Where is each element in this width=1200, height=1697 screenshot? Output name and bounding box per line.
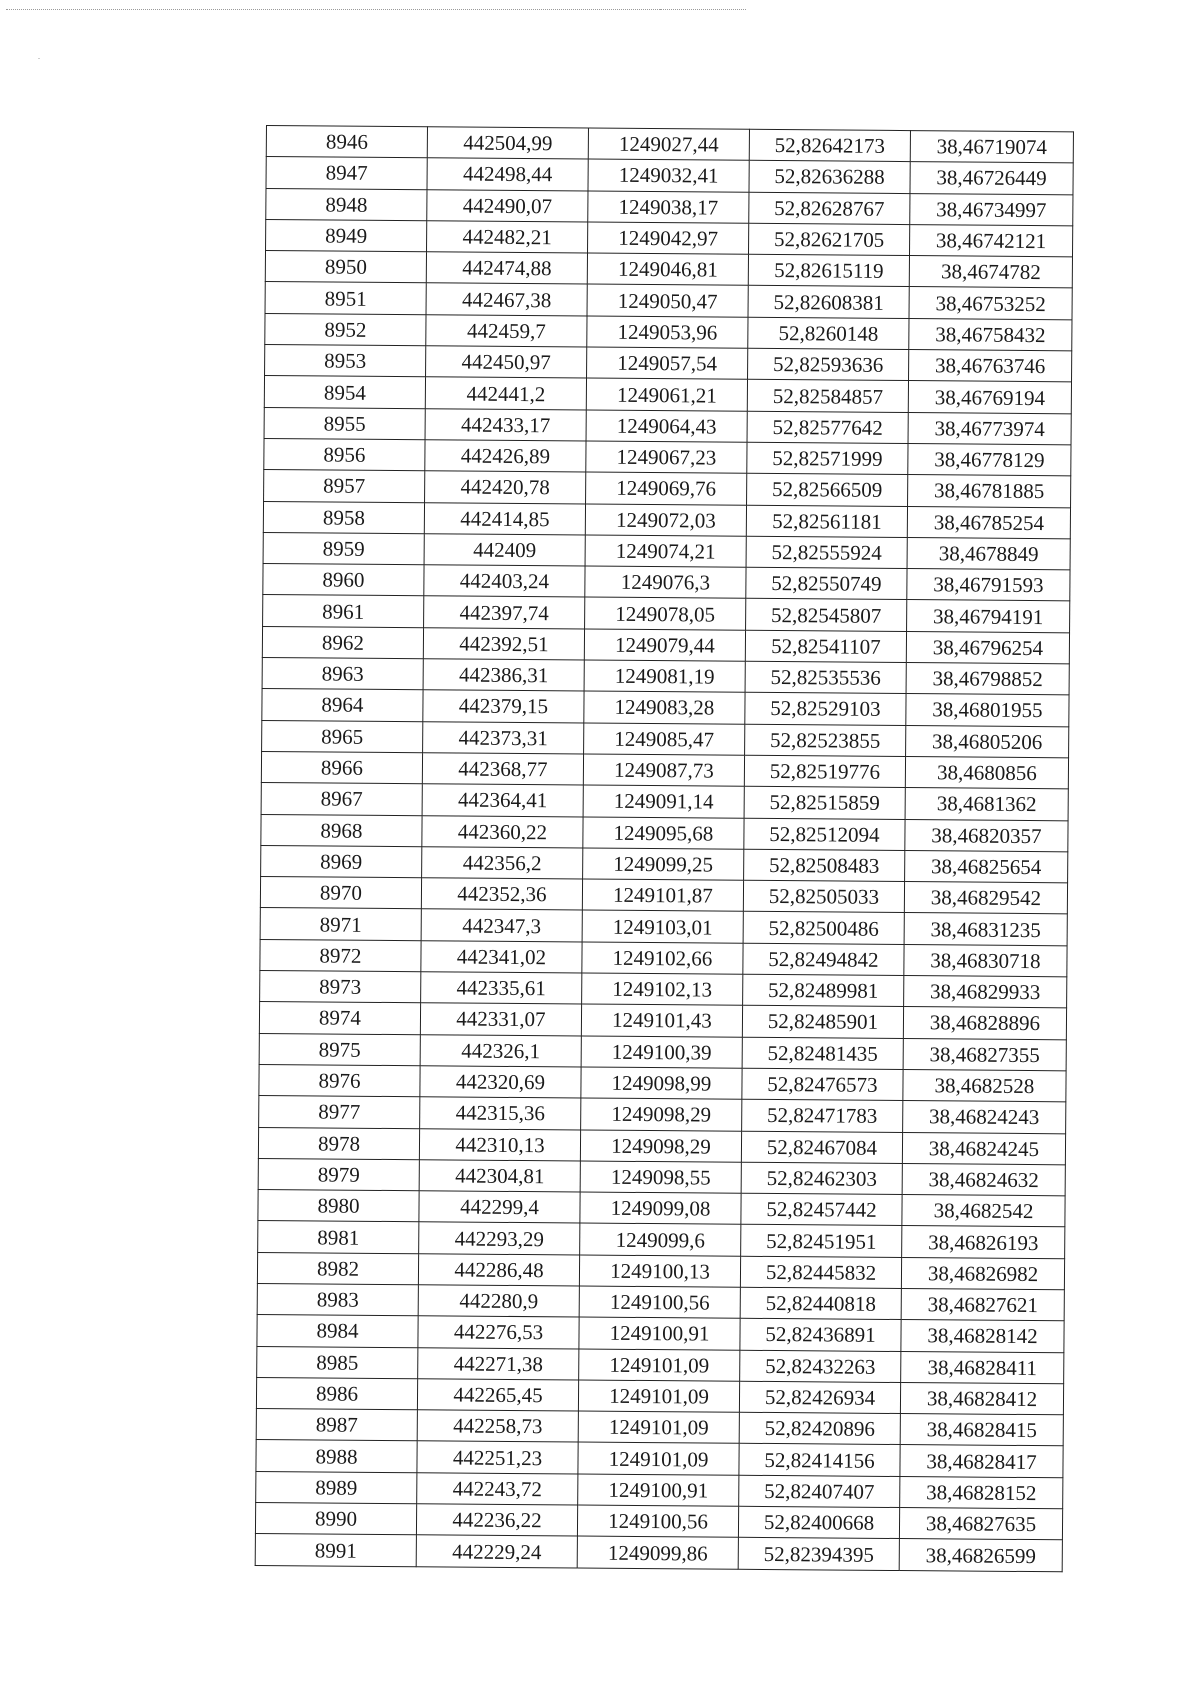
y-coordinate-cell: 1249038,17 — [588, 191, 749, 224]
latitude-cell: 52,82485901 — [742, 1006, 903, 1039]
latitude-cell: 52,82571999 — [747, 442, 908, 475]
longitude-cell: 38,46830718 — [904, 944, 1067, 977]
y-coordinate-cell: 1249099,25 — [583, 848, 744, 881]
longitude-cell: 38,46826599 — [899, 1539, 1062, 1572]
longitude-cell: 38,46805206 — [906, 725, 1069, 758]
y-coordinate-cell: 1249102,66 — [582, 942, 743, 975]
y-coordinate-cell: 1249098,99 — [581, 1067, 742, 1100]
x-coordinate-cell: 442368,77 — [422, 753, 583, 786]
x-coordinate-cell: 442364,41 — [422, 784, 583, 817]
point-number-cell: 8965 — [262, 720, 423, 753]
point-number-cell: 8972 — [260, 939, 421, 972]
longitude-cell: 38,46801955 — [906, 694, 1069, 727]
x-coordinate-cell: 442352,36 — [421, 878, 582, 911]
x-coordinate-cell: 442251,23 — [417, 1441, 578, 1474]
y-coordinate-cell: 1249042,97 — [588, 222, 749, 255]
y-coordinate-cell: 1249101,09 — [579, 1349, 740, 1382]
latitude-cell: 52,82512094 — [744, 818, 905, 851]
x-coordinate-cell: 442414,85 — [424, 502, 585, 535]
latitude-cell: 52,82566509 — [747, 474, 908, 507]
longitude-cell: 38,46742121 — [909, 224, 1072, 257]
latitude-cell: 52,82426934 — [739, 1381, 900, 1414]
latitude-cell: 52,82457442 — [741, 1193, 902, 1226]
y-coordinate-cell: 1249067,23 — [586, 441, 747, 474]
longitude-cell: 38,46828412 — [900, 1382, 1063, 1415]
point-number-cell: 8983 — [257, 1283, 418, 1316]
longitude-cell: 38,46828142 — [901, 1320, 1064, 1353]
longitude-cell: 38,46827355 — [903, 1038, 1066, 1071]
y-coordinate-cell: 1249057,54 — [587, 347, 748, 380]
latitude-cell: 52,82400668 — [738, 1506, 899, 1539]
x-coordinate-cell: 442315,36 — [420, 1097, 581, 1130]
longitude-cell: 38,46753252 — [909, 287, 1072, 320]
x-coordinate-cell: 442482,21 — [427, 221, 588, 254]
x-coordinate-cell: 442504,99 — [427, 127, 588, 160]
x-coordinate-cell: 442450,97 — [426, 346, 587, 379]
latitude-cell: 52,82636288 — [749, 161, 910, 194]
y-coordinate-cell: 1249069,76 — [586, 472, 747, 505]
x-coordinate-cell: 442310,13 — [419, 1128, 580, 1161]
point-number-cell: 8986 — [256, 1377, 417, 1410]
point-number-cell: 8982 — [257, 1252, 418, 1285]
point-number-cell: 8985 — [257, 1346, 418, 1379]
y-coordinate-cell: 1249099,08 — [580, 1192, 741, 1225]
point-number-cell: 8975 — [259, 1033, 420, 1066]
latitude-cell: 52,82515859 — [744, 787, 905, 820]
x-coordinate-cell: 442397,74 — [424, 596, 585, 629]
latitude-cell: 52,82471783 — [742, 1099, 903, 1132]
point-number-cell: 8976 — [259, 1064, 420, 1097]
x-coordinate-cell: 442276,53 — [418, 1316, 579, 1349]
x-coordinate-cell: 442271,38 — [418, 1347, 579, 1380]
point-number-cell: 8984 — [257, 1315, 418, 1348]
x-coordinate-cell: 442420,78 — [425, 471, 586, 504]
point-number-cell: 8964 — [262, 689, 423, 722]
longitude-cell: 38,4674782 — [909, 256, 1072, 289]
x-coordinate-cell: 442243,72 — [417, 1472, 578, 1505]
point-number-cell: 8978 — [258, 1127, 419, 1160]
longitude-cell: 38,4682542 — [902, 1195, 1065, 1228]
point-number-cell: 8952 — [265, 313, 426, 346]
y-coordinate-cell: 1249099,86 — [577, 1536, 738, 1569]
latitude-cell: 52,82467084 — [741, 1131, 902, 1164]
longitude-cell: 38,46719074 — [910, 131, 1073, 164]
longitude-cell: 38,46831235 — [904, 913, 1067, 946]
longitude-cell: 38,46734997 — [910, 193, 1073, 226]
x-coordinate-cell: 442304,81 — [419, 1160, 580, 1193]
latitude-cell: 52,82476573 — [742, 1068, 903, 1101]
longitude-cell: 38,46826982 — [901, 1257, 1064, 1290]
latitude-cell: 52,82545807 — [746, 599, 907, 632]
x-coordinate-cell: 442236,22 — [416, 1504, 577, 1537]
longitude-cell: 38,4678849 — [907, 537, 1070, 570]
x-coordinate-cell: 442280,9 — [418, 1285, 579, 1318]
longitude-cell: 38,46829542 — [904, 882, 1067, 915]
latitude-cell: 52,82519776 — [744, 755, 905, 788]
point-number-cell: 8958 — [263, 501, 424, 534]
point-number-cell: 8991 — [255, 1534, 416, 1567]
x-coordinate-cell: 442498,44 — [427, 158, 588, 191]
latitude-cell: 52,82550749 — [746, 567, 907, 600]
y-coordinate-cell: 1249100,56 — [579, 1286, 740, 1319]
x-coordinate-cell: 442356,2 — [422, 847, 583, 880]
x-coordinate-cell: 442335,61 — [421, 972, 582, 1005]
y-coordinate-cell: 1249083,28 — [584, 691, 745, 724]
point-number-cell: 8948 — [266, 188, 427, 221]
coordinates-table-container — [255, 125, 1073, 1572]
y-coordinate-cell: 1249085,47 — [584, 723, 745, 756]
longitude-cell: 38,46828896 — [903, 1007, 1066, 1040]
point-number-cell: 8951 — [265, 282, 426, 315]
x-coordinate-cell: 442326,1 — [420, 1034, 581, 1067]
point-number-cell: 8956 — [264, 438, 425, 471]
y-coordinate-cell: 1249095,68 — [583, 817, 744, 850]
latitude-cell: 52,82440818 — [740, 1287, 901, 1320]
point-number-cell: 8971 — [260, 908, 421, 941]
y-coordinate-cell: 1249032,41 — [588, 159, 749, 192]
longitude-cell: 38,4681362 — [905, 788, 1068, 821]
longitude-cell: 38,46824245 — [902, 1132, 1065, 1165]
y-coordinate-cell: 1249101,43 — [581, 1004, 742, 1037]
point-number-cell: 8969 — [261, 845, 422, 878]
latitude-cell: 52,82529103 — [745, 693, 906, 726]
latitude-cell: 52,82451951 — [741, 1225, 902, 1258]
longitude-cell: 38,46758432 — [909, 318, 1072, 351]
y-coordinate-cell: 1249100,13 — [579, 1255, 740, 1288]
point-number-cell: 8980 — [258, 1190, 419, 1223]
latitude-cell: 52,82577642 — [747, 411, 908, 444]
x-coordinate-cell: 442379,15 — [423, 690, 584, 723]
latitude-cell: 52,82505033 — [743, 880, 904, 913]
x-coordinate-cell: 442403,24 — [424, 565, 585, 598]
y-coordinate-cell: 1249076,3 — [585, 566, 746, 599]
latitude-cell: 52,82436891 — [740, 1319, 901, 1352]
y-coordinate-cell: 1249098,29 — [581, 1098, 742, 1131]
longitude-cell: 38,46827621 — [901, 1289, 1064, 1322]
point-number-cell: 8988 — [256, 1440, 417, 1473]
x-coordinate-cell: 442229,24 — [416, 1535, 577, 1568]
longitude-cell: 38,46829933 — [904, 976, 1067, 1009]
longitude-cell: 38,46828152 — [900, 1476, 1063, 1509]
point-number-cell: 8963 — [262, 658, 423, 691]
x-coordinate-cell: 442320,69 — [420, 1066, 581, 1099]
x-coordinate-cell: 442293,29 — [419, 1222, 580, 1255]
y-coordinate-cell: 1249101,09 — [578, 1442, 739, 1475]
y-coordinate-cell: 1249101,09 — [578, 1411, 739, 1444]
longitude-cell: 38,46826193 — [902, 1226, 1065, 1259]
point-number-cell: 8977 — [259, 1096, 420, 1129]
latitude-cell: 52,82523855 — [745, 724, 906, 757]
point-number-cell: 8966 — [261, 751, 422, 784]
latitude-cell: 52,82561181 — [746, 505, 907, 538]
longitude-cell: 38,46791593 — [907, 569, 1070, 602]
x-coordinate-cell: 442331,07 — [420, 1003, 581, 1036]
y-coordinate-cell: 1249101,87 — [582, 879, 743, 912]
x-coordinate-cell: 442286,48 — [418, 1253, 579, 1286]
point-number-cell: 8960 — [263, 564, 424, 597]
y-coordinate-cell: 1249103,01 — [582, 910, 743, 943]
longitude-cell: 38,46796254 — [906, 631, 1069, 664]
latitude-cell: 52,82608381 — [748, 286, 909, 319]
latitude-cell: 52,82407407 — [739, 1475, 900, 1508]
x-coordinate-cell: 442265,45 — [417, 1379, 578, 1412]
point-number-cell: 8962 — [262, 626, 423, 659]
point-number-cell: 8950 — [265, 251, 426, 284]
y-coordinate-cell: 1249074,21 — [585, 535, 746, 568]
longitude-cell: 38,46773974 — [908, 412, 1071, 445]
latitude-cell: 52,8260148 — [748, 317, 909, 350]
point-number-cell: 8959 — [263, 532, 424, 565]
longitude-cell: 38,46763746 — [909, 350, 1072, 383]
y-coordinate-cell: 1249099,6 — [580, 1223, 741, 1256]
x-coordinate-cell: 442341,02 — [421, 940, 582, 973]
latitude-cell: 52,82432263 — [740, 1350, 901, 1383]
longitude-cell: 38,46824243 — [903, 1101, 1066, 1134]
y-coordinate-cell: 1249100,91 — [579, 1317, 740, 1350]
y-coordinate-cell: 1249100,91 — [578, 1474, 739, 1507]
x-coordinate-cell: 442433,17 — [425, 408, 586, 441]
x-coordinate-cell: 442299,4 — [419, 1191, 580, 1224]
point-number-cell: 8979 — [258, 1158, 419, 1191]
longitude-cell: 38,46798852 — [906, 663, 1069, 696]
latitude-cell: 52,82584857 — [747, 380, 908, 413]
y-coordinate-cell: 1249064,43 — [586, 410, 747, 443]
y-coordinate-cell: 1249046,81 — [587, 253, 748, 286]
point-number-cell: 8970 — [260, 877, 421, 910]
y-coordinate-cell: 1249053,96 — [587, 316, 748, 349]
y-coordinate-cell: 1249087,73 — [583, 754, 744, 787]
point-number-cell: 8947 — [266, 157, 427, 190]
latitude-cell: 52,82494842 — [743, 943, 904, 976]
y-coordinate-cell: 1249050,47 — [587, 285, 748, 318]
x-coordinate-cell: 442347,3 — [421, 909, 582, 942]
latitude-cell: 52,82615119 — [748, 254, 909, 287]
point-number-cell: 8968 — [261, 814, 422, 847]
y-coordinate-cell: 1249027,44 — [588, 128, 749, 161]
latitude-cell: 52,82489981 — [743, 974, 904, 1007]
latitude-cell: 52,82420896 — [739, 1412, 900, 1445]
point-number-cell: 8957 — [264, 470, 425, 503]
x-coordinate-cell: 442490,07 — [427, 189, 588, 222]
latitude-cell: 52,82535536 — [745, 661, 906, 694]
longitude-cell: 38,46820357 — [905, 819, 1068, 852]
table-row — [255, 1534, 1062, 1572]
longitude-cell: 38,4682528 — [903, 1069, 1066, 1102]
longitude-cell: 38,46825654 — [905, 850, 1068, 883]
longitude-cell: 38,4680856 — [905, 756, 1068, 789]
y-coordinate-cell: 1249079,44 — [584, 629, 745, 662]
scan-artifact-line-short — [660, 9, 740, 10]
x-coordinate-cell: 442360,22 — [422, 815, 583, 848]
y-coordinate-cell: 1249081,19 — [584, 660, 745, 693]
longitude-cell: 38,46781885 — [908, 475, 1071, 508]
coordinates-table — [255, 125, 1074, 1572]
coordinates-table-body — [255, 126, 1073, 1572]
x-coordinate-cell: 442474,88 — [426, 252, 587, 285]
x-coordinate-cell: 442467,38 — [426, 283, 587, 316]
x-coordinate-cell: 442373,31 — [423, 721, 584, 754]
point-number-cell: 8954 — [264, 376, 425, 409]
scan-speck — [38, 58, 40, 59]
latitude-cell: 52,82481435 — [742, 1037, 903, 1070]
x-coordinate-cell: 442426,89 — [425, 440, 586, 473]
point-number-cell: 8981 — [258, 1221, 419, 1254]
point-number-cell: 8953 — [265, 345, 426, 378]
y-coordinate-cell: 1249072,03 — [585, 504, 746, 537]
x-coordinate-cell: 442258,73 — [417, 1410, 578, 1443]
y-coordinate-cell: 1249100,56 — [577, 1505, 738, 1538]
longitude-cell: 38,46828411 — [901, 1351, 1064, 1384]
point-number-cell: 8987 — [256, 1409, 417, 1442]
longitude-cell: 38,46778129 — [908, 444, 1071, 477]
latitude-cell: 52,82508483 — [744, 849, 905, 882]
y-coordinate-cell: 1249098,29 — [580, 1130, 741, 1163]
scan-artifact-line — [6, 9, 746, 10]
latitude-cell: 52,82593636 — [748, 348, 909, 381]
point-number-cell: 8946 — [266, 126, 427, 159]
latitude-cell: 52,82642173 — [749, 129, 910, 162]
longitude-cell: 38,46785254 — [907, 506, 1070, 539]
y-coordinate-cell: 1249091,14 — [583, 785, 744, 818]
y-coordinate-cell: 1249102,13 — [582, 973, 743, 1006]
latitude-cell: 52,82621705 — [748, 223, 909, 256]
longitude-cell: 38,46828415 — [900, 1414, 1063, 1447]
longitude-cell: 38,46794191 — [907, 600, 1070, 633]
y-coordinate-cell: 1249078,05 — [585, 597, 746, 630]
longitude-cell: 38,46827635 — [899, 1508, 1062, 1541]
y-coordinate-cell: 1249101,09 — [578, 1380, 739, 1413]
latitude-cell: 52,82445832 — [740, 1256, 901, 1289]
latitude-cell: 52,82628767 — [749, 192, 910, 225]
point-number-cell: 8973 — [260, 970, 421, 1003]
longitude-cell: 38,46828417 — [900, 1445, 1063, 1478]
x-coordinate-cell: 442459,7 — [426, 315, 587, 348]
point-number-cell: 8990 — [255, 1503, 416, 1536]
latitude-cell: 52,82414156 — [739, 1444, 900, 1477]
latitude-cell: 52,82394395 — [738, 1538, 899, 1571]
latitude-cell: 52,82462303 — [741, 1162, 902, 1195]
point-number-cell: 8955 — [264, 407, 425, 440]
point-number-cell: 8989 — [256, 1471, 417, 1504]
y-coordinate-cell: 1249061,21 — [586, 378, 747, 411]
latitude-cell: 52,82541107 — [745, 630, 906, 663]
longitude-cell: 38,46824632 — [902, 1163, 1065, 1196]
longitude-cell: 38,46726449 — [910, 162, 1073, 195]
point-number-cell: 8967 — [261, 783, 422, 816]
x-coordinate-cell: 442392,51 — [423, 628, 584, 661]
x-coordinate-cell: 442441,2 — [425, 377, 586, 410]
x-coordinate-cell: 442409 — [424, 534, 585, 567]
point-number-cell: 8961 — [263, 595, 424, 628]
point-number-cell: 8974 — [259, 1002, 420, 1035]
y-coordinate-cell: 1249098,55 — [580, 1161, 741, 1194]
latitude-cell: 52,82555924 — [746, 536, 907, 569]
point-number-cell: 8949 — [266, 219, 427, 252]
x-coordinate-cell: 442386,31 — [423, 659, 584, 692]
y-coordinate-cell: 1249100,39 — [581, 1036, 742, 1069]
longitude-cell: 38,46769194 — [908, 381, 1071, 414]
latitude-cell: 52,82500486 — [743, 912, 904, 945]
